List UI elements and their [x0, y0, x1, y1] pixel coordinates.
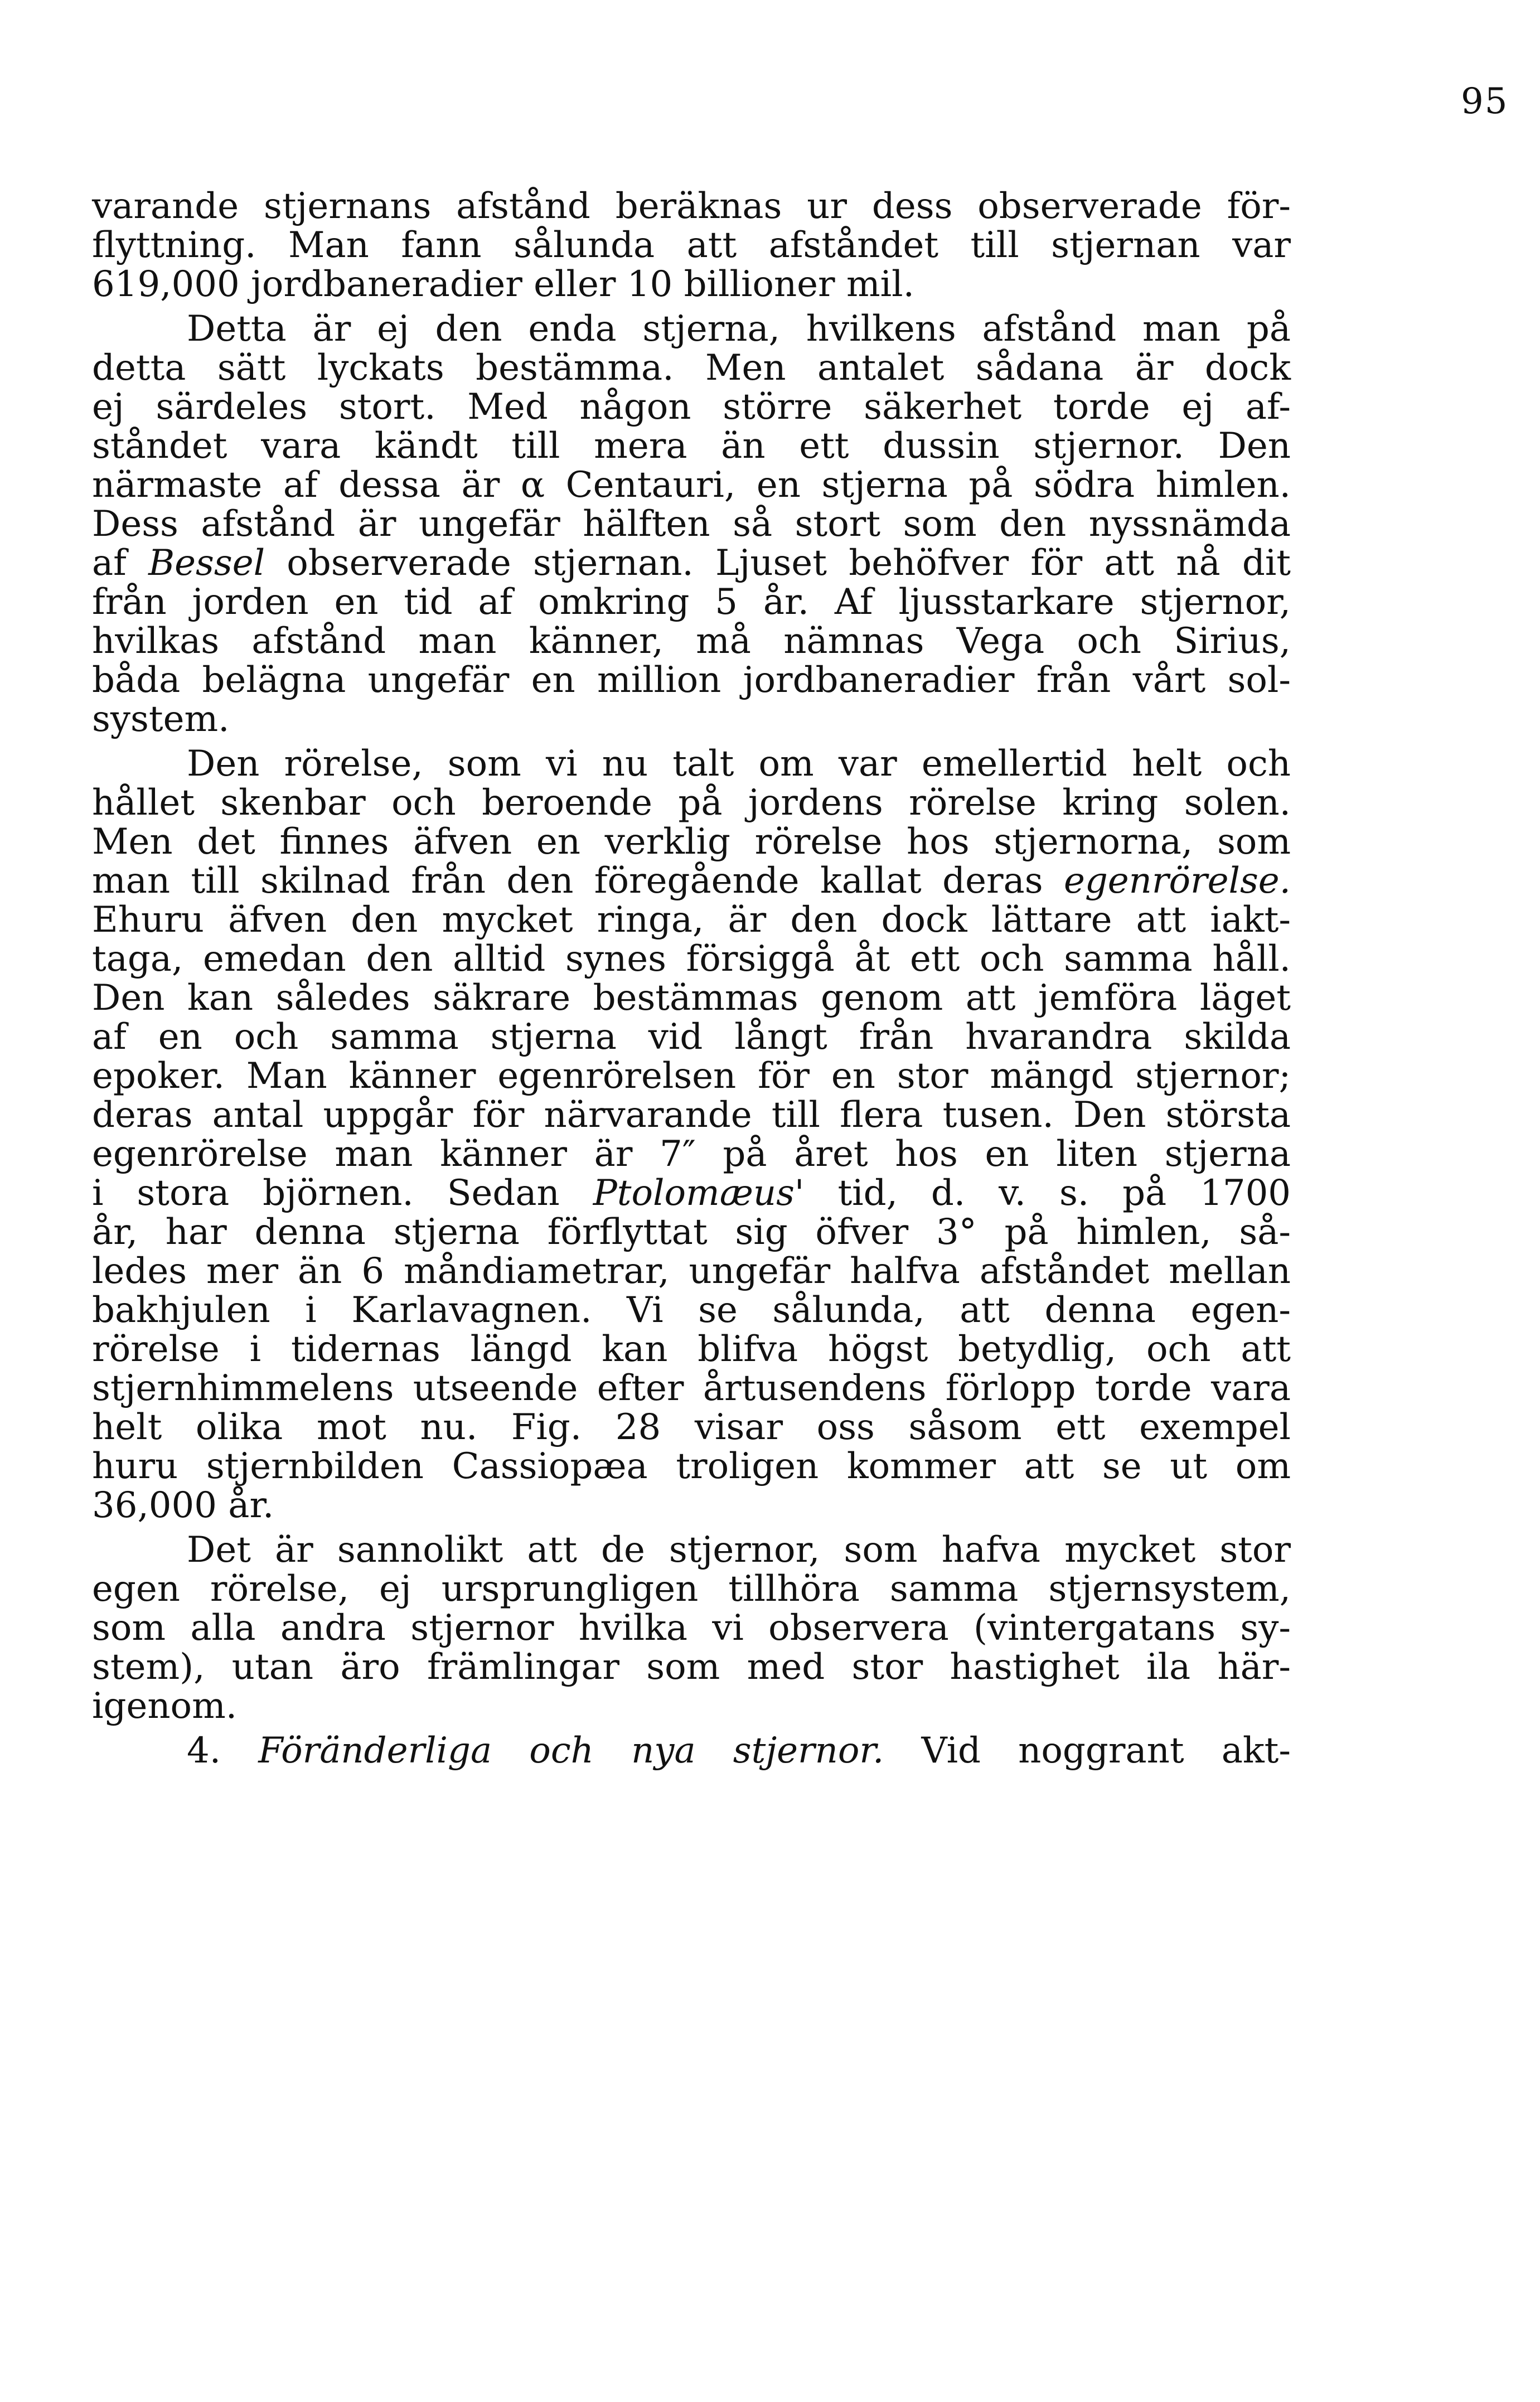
text-line: ledes mer än 6 måndiametrar, ungefär halfva afståndet mellan [92, 1251, 1291, 1292]
text-line: ståndet vara kändt till mera än ett dussin stjernor. Den [92, 425, 1291, 467]
italic-text: Bessel [148, 543, 265, 584]
text-line: bakhjulen i Karlavagnen. Vi se sålunda, att denna egen- [92, 1290, 1291, 1331]
text-line: stem), utan äro främlingar som med stor hastighet ila här- [92, 1646, 1291, 1688]
text-segment: 4. [187, 1730, 259, 1771]
text-line: rörelse i tidernas längd kan blifva högst betydlig, och att [92, 1329, 1291, 1370]
text-segment: observerade stjernan. Ljuset behöfver för att nå dit [265, 543, 1291, 584]
text-line [187, 1730, 1291, 1771]
text-line: hållet skenbar och beroende på jordens rörelse kring solen. [92, 782, 1291, 824]
text-line: Den kan således säkrare bestämmas genom att jemföra läget [92, 977, 1291, 1019]
italic-text: egenrörelse. [1063, 860, 1291, 902]
text-line: huru stjernbilden Cassiopæa troligen kommer att se ut om [92, 1446, 1291, 1487]
text-segment: Vid noggrant akt- [884, 1730, 1291, 1771]
text-line: detta sätt lyckats bestämma. Men antalet sådana är dock [92, 347, 1291, 389]
text-line: båda belägna ungefär en million jordbaneradier från vårt sol- [92, 660, 1291, 701]
text-line: system. [92, 699, 230, 740]
text-segment: i stora björnen. Sedan [92, 1173, 593, 1214]
text-line: egen rörelse, ej ursprungligen tillhöra samma stjernsystem, [92, 1568, 1291, 1610]
text-segment: af [92, 543, 149, 584]
text-line [92, 543, 1291, 584]
text-line: Detta är ej den enda stjerna, hvilkens afstånd man på [187, 308, 1291, 350]
text-line: hvilkas afstånd man känner, må nämnas Vega och Sirius, [92, 621, 1291, 662]
text-line: Dess afstånd är ungefär hälften så stort som den nyssnämda [92, 503, 1291, 545]
text-line: 36,000 år. [92, 1485, 274, 1526]
text-line: Men det finnes äfven en verklig rörelse hos stjernorna, som [92, 821, 1291, 863]
text-line: år, har denna stjerna förflyttat sig öfver 3° på himlen, så- [92, 1212, 1291, 1253]
text-line: ej särdeles stort. Med någon större säkerhet torde ej af- [92, 386, 1291, 428]
text-line: Det är sannolikt att de stjernor, som hafva mycket stor [187, 1529, 1291, 1571]
text-line: från jorden en tid af omkring 5 år. Af ljusstarkare stjernor, [92, 582, 1291, 623]
text-line: varande stjernans afstånd beräknas ur dess observerade för- [92, 186, 1291, 227]
text-line: stjernhimmelens utseende efter årtusendens förlopp torde vara [92, 1368, 1291, 1409]
text-line: igenom. [92, 1686, 238, 1727]
text-line: närmaste af dessa är α Centauri, en stjerna på södra himlen. [92, 464, 1291, 506]
page-number: 95 [1461, 81, 1509, 122]
text-line: som alla andra stjernor hvilka vi observera (vintergatans sy- [92, 1607, 1291, 1649]
italic-text: Ptolomæus [593, 1173, 795, 1214]
text-line [92, 860, 1291, 902]
text-line: 619,000 jordbaneradier eller 10 billioner mil. [92, 264, 914, 305]
text-line: af en och samma stjerna vid långt från hvarandra skilda [92, 1016, 1291, 1058]
text-line: helt olika mot nu. Fig. 28 visar oss såsom ett exempel [92, 1407, 1291, 1448]
text-line: epoker. Man känner egenrörelsen för en stor mängd stjernor; [92, 1055, 1291, 1097]
italic-text: Föränderliga och nya stjernor. [258, 1730, 884, 1771]
text-line: flyttning. Man fann sålunda att afståndet till stjernan var [92, 225, 1291, 266]
text-segment: ' tid, d. v. s. på 1700 [794, 1173, 1291, 1214]
text-line [92, 1173, 1291, 1214]
text-line: deras antal uppgår för närvarande till flera tusen. Den största [92, 1095, 1291, 1136]
text-line: Ehuru äfven den mycket ringa, är den dock lättare att iakt- [92, 899, 1291, 941]
text-line: egenrörelse man känner är 7″ på året hos en liten stjerna [92, 1134, 1291, 1175]
text-line: Den rörelse, som vi nu talt om var emellertid helt och [187, 743, 1291, 784]
text-line: taga, emedan den alltid synes försiggå åt ett och samma håll. [92, 938, 1291, 980]
text-segment: man till skilnad från den föregående kallat deras [92, 860, 1064, 902]
